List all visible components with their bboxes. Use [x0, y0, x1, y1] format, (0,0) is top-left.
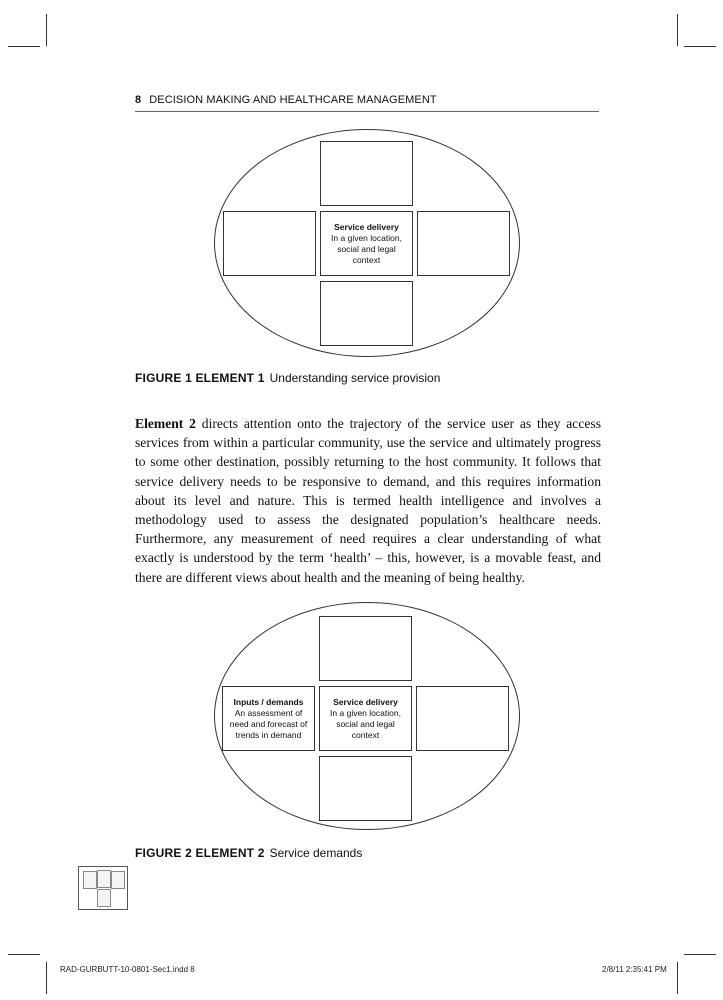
figure-1-caption-text: Understanding service provision [269, 371, 441, 385]
figure-1-bottom-box [320, 281, 413, 346]
figure-1-center-title: Service delivery [334, 221, 399, 232]
stamp-tile [97, 889, 111, 907]
figure-1-center-box [320, 211, 413, 276]
figure-2-right-box [416, 686, 509, 751]
figure-2-center-box [319, 686, 412, 751]
slug-timestamp: 2/8/11 2:35:41 PM [602, 965, 667, 974]
figure-2-left-body: An assessment of need and forecast of trends in demand [229, 707, 308, 740]
crop-mark [8, 46, 40, 47]
crop-mark [677, 14, 678, 46]
figure-2-top-box [319, 616, 412, 681]
element-stamp-icon [78, 866, 128, 910]
figure-1-top-box [320, 141, 413, 206]
stamp-tile [83, 871, 97, 889]
stamp-tile [97, 870, 111, 888]
crop-mark [46, 14, 47, 46]
running-head-title: DECISION MAKING AND HEALTHCARE MANAGEMENT [149, 94, 437, 106]
stamp-tile [111, 871, 125, 889]
figure-2-caption [135, 846, 362, 860]
body-paragraph [135, 414, 601, 587]
figure-1-caption [135, 371, 440, 385]
running-head-rule [135, 111, 599, 112]
page-number: 8 [135, 94, 142, 106]
figure-2-center-title: Service delivery [333, 696, 398, 707]
crop-mark [684, 954, 716, 955]
figure-2-left-box [222, 686, 315, 751]
figure-1-caption-label: FIGURE 1 ELEMENT 1 [135, 371, 265, 385]
running-head [135, 94, 600, 106]
paragraph-lead: Element 2 [135, 416, 196, 431]
crop-mark [46, 962, 47, 994]
figure-1-left-box [223, 211, 316, 276]
figure-2-caption-label: FIGURE 2 ELEMENT 2 [135, 846, 265, 860]
figure-1-right-box [417, 211, 510, 276]
figure-2-left-title: Inputs / demands [233, 696, 304, 707]
figure-2-caption-text: Service demands [269, 846, 363, 860]
paragraph-text: directs attention onto the trajectory of the service user as they access services from within a particular community, use the service and ultimately progress to some other destination, possibly returning to the host community. It follows that service delivery needs to be responsive to demand, and this requires information about its level and nature. This is termed health intelligence and involves a methodology used to assess the designated population’s healthcare needs. Furthermore, any measurement of need requires a clear understanding of what exactly is understood by the term ‘health’ – this, however, is a movable feast, and there are different views about health and the meaning of being healthy. [135, 416, 601, 585]
figure-2-bottom-box [319, 756, 412, 821]
slug-file: RAD-GURBUTT-10-0801-Sec1.indd 8 [60, 965, 195, 974]
figure-1-center-body: In a given location, social and legal context [331, 232, 402, 265]
crop-mark [684, 46, 716, 47]
crop-mark [677, 962, 678, 994]
crop-mark [8, 954, 40, 955]
figure-2-center-body: In a given location, social and legal context [330, 707, 401, 740]
